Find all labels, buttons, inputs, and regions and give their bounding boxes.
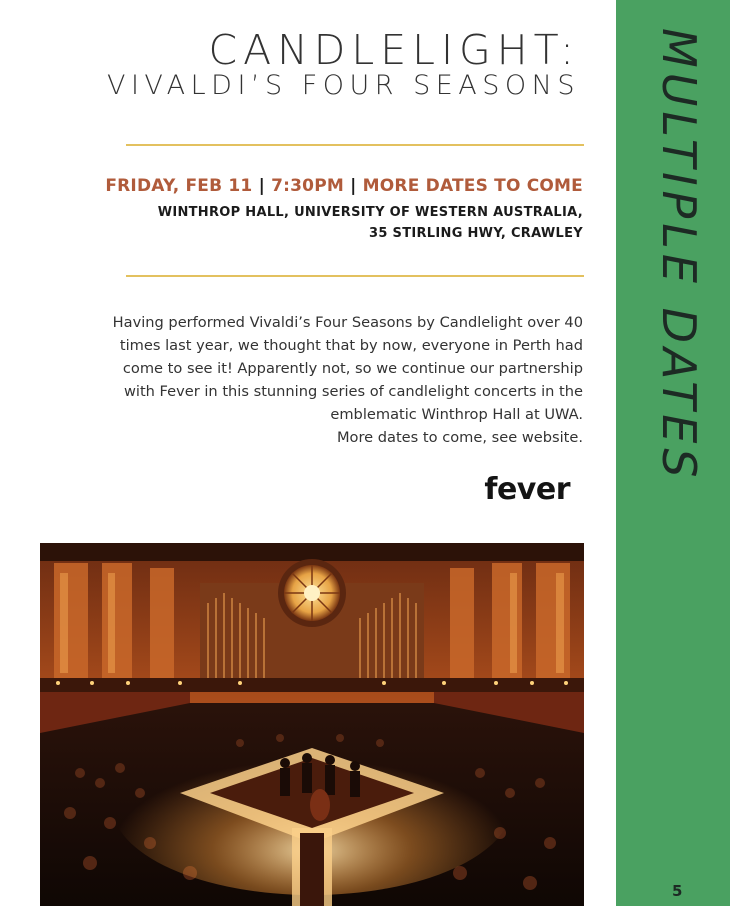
- separator: |: [258, 176, 265, 196]
- description-line: emblematic Winthrop Hall at UWA.: [330, 406, 583, 423]
- event-date: FRIDAY, FEB 11: [105, 176, 253, 196]
- venue-line: WINTHROP HALL, UNIVERSITY OF WESTERN AUSTRALIA,: [157, 205, 583, 220]
- description-line: come to see it! Apparently not, so we continue our partnership: [122, 360, 583, 377]
- event-datetime: [105, 176, 583, 196]
- venue-line: 35 STIRLING HWY, CRAWLEY: [369, 226, 583, 241]
- separator: |: [350, 176, 357, 196]
- description-line: Having performed Vivaldi’s Four Seasons by Candlelight over 40: [112, 314, 583, 331]
- top-divider: [126, 144, 584, 146]
- event-description: [103, 311, 583, 449]
- side-title: MULTIPLE DATES: [652, 28, 706, 483]
- description-line: More dates to come, see website.: [336, 429, 583, 446]
- event-venue: [158, 202, 583, 244]
- fever-logo: fever: [484, 472, 570, 507]
- event-more-dates: MORE DATES TO COME: [362, 176, 583, 196]
- event-time: 7:30PM: [271, 176, 344, 196]
- description-line: times last year, we thought that by now, everyone in Perth had: [119, 337, 583, 354]
- description-line: with Fever in this stunning series of candlelight concerts in the: [123, 383, 583, 400]
- page-number: 5: [672, 882, 683, 900]
- side-title-wrapper: [616, 0, 730, 906]
- event-title: CANDLELIGHT:: [208, 26, 580, 74]
- event-subtitle: VIVALDI’S FOUR SEASONS: [106, 70, 580, 101]
- concert-hall-photo: [40, 543, 584, 906]
- bottom-divider: [126, 275, 584, 277]
